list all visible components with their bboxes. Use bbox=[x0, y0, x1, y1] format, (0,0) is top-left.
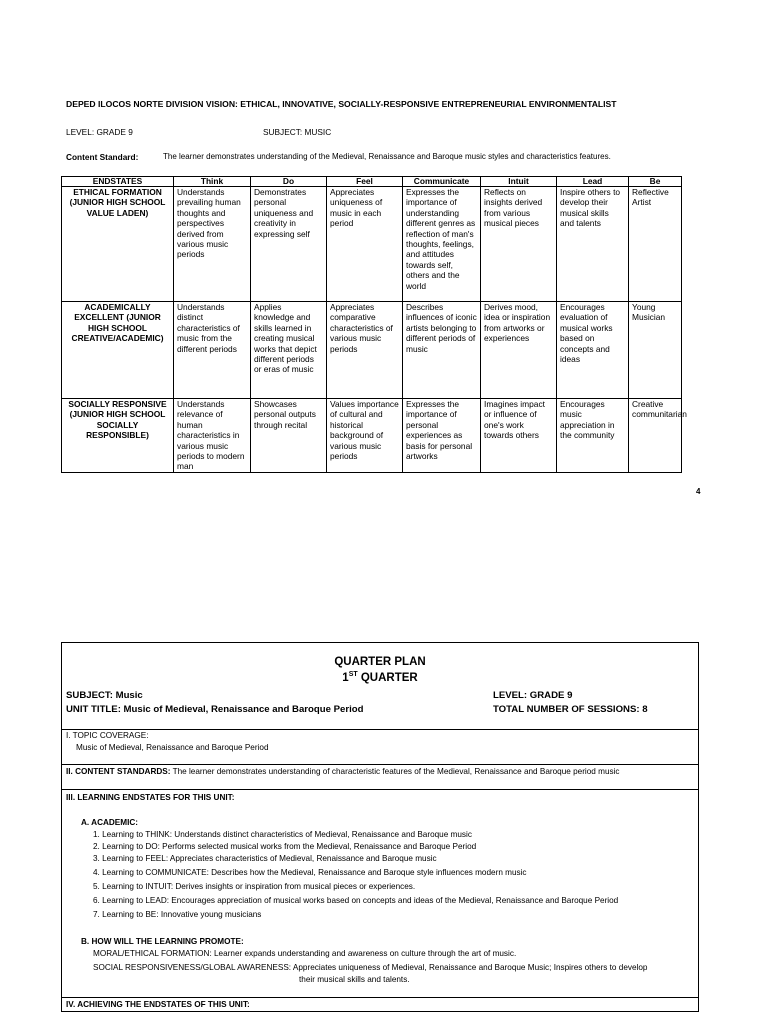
moral-formation: MORAL/ETHICAL FORMATION: Learner expands understanding and awareness on culture through the art of music. bbox=[93, 949, 517, 958]
social-responsiveness: SOCIAL RESPONSIVENESS/GLOBAL AWARENESS: Appreciates uniqueness of Medieval, Renaissance and Baroque Music; Inspires others to develop bbox=[93, 963, 648, 972]
header-intuit: Intuit bbox=[481, 177, 557, 187]
content-standard-label: Content Standard: bbox=[66, 152, 139, 162]
divider bbox=[62, 789, 698, 790]
academic-item: 7. Learning to BE: Innovative young musicians bbox=[93, 910, 262, 919]
header-be: Be bbox=[629, 177, 682, 187]
think-cell: Understands distinct characteristics of music from the different periods bbox=[174, 302, 251, 399]
table-row bbox=[62, 187, 682, 302]
quarter-plan-box bbox=[61, 642, 699, 1012]
lead-cell: Encourages evaluation of musical works based on concepts and ideas bbox=[557, 302, 629, 399]
header-feel: Feel bbox=[327, 177, 403, 187]
do-cell: Demonstrates personal uniqueness and creativity in expressing self bbox=[251, 187, 327, 302]
do-cell: Applies knowledge and skills learned in creating musical works that depict different periods or eras of music bbox=[251, 302, 327, 399]
communicate-cell: Expresses the importance of personal experiences as basis for personal artworks bbox=[403, 399, 481, 473]
achieving-label: IV. ACHIEVING THE ENDSTATES OF THIS UNIT: bbox=[66, 1000, 250, 1009]
subject-label: SUBJECT: MUSIC bbox=[263, 127, 332, 137]
endstate-cell: ACADEMICALLY EXCELLENT (JUNIOR HIGH SCHOOL CREATIVE/ACADEMIC) bbox=[62, 302, 174, 399]
academic-item: 1. Learning to THINK: Understands distinct characteristics of Medieval, Renaissance and Baroque music bbox=[93, 830, 472, 839]
divider bbox=[62, 997, 698, 998]
level-label: LEVEL: GRADE 9 bbox=[66, 127, 133, 137]
be-cell: Young Musician bbox=[629, 302, 682, 399]
qp-level: LEVEL: GRADE 9 bbox=[493, 690, 573, 701]
communicate-cell: Describes influences of iconic artists belonging to different periods of music bbox=[403, 302, 481, 399]
qp-unit-title: UNIT TITLE: Music of Medieval, Renaissance and Baroque Period bbox=[66, 704, 364, 715]
academic-item: 2. Learning to DO: Performs selected musical works from the Medieval, Renaissance and Baroque Period bbox=[93, 842, 477, 851]
topic-coverage-text: Music of Medieval, Renaissance and Baroque Period bbox=[76, 743, 269, 752]
intuit-cell: Imagines impact or influence of one's work towards others bbox=[481, 399, 557, 473]
content-standards-label: II. CONTENT STANDARDS: bbox=[66, 767, 171, 776]
header-think: Think bbox=[174, 177, 251, 187]
feel-cell: Values importance of cultural and historical background of various music periods bbox=[327, 399, 403, 473]
quarter-number: 1 bbox=[342, 671, 349, 684]
header-do: Do bbox=[251, 177, 327, 187]
be-cell: Creative communitarian bbox=[629, 399, 682, 473]
endstate-cell: SOCIALLY RESPONSIVE (JUNIOR HIGH SCHOOL SOCIALLY RESPONSIBLE) bbox=[62, 399, 174, 473]
academic-item: 3. Learning to FEEL: Appreciates characteristics of Medieval, Renaissance and Baroque music bbox=[93, 854, 437, 863]
quarter-word: QUARTER bbox=[357, 671, 418, 684]
feel-cell: Appreciates uniqueness of music in each period bbox=[327, 187, 403, 302]
header-lead: Lead bbox=[557, 177, 629, 187]
header-communicate: Communicate bbox=[403, 177, 481, 187]
content-standards-row bbox=[66, 767, 620, 776]
intuit-cell: Derives mood, idea or inspiration from artworks or experiences bbox=[481, 302, 557, 399]
quarter-plan-title: QUARTER PLAN bbox=[334, 656, 426, 668]
content-standards-text: The learner demonstrates understanding of characteristic features of the Medieval, Renaissance and Baroque period music bbox=[170, 767, 620, 776]
social-responsiveness-cont: their musical skills and talents. bbox=[299, 975, 410, 984]
think-cell: Understands prevailing human thoughts and perspectives derived from various music periods bbox=[174, 187, 251, 302]
divider bbox=[62, 764, 698, 765]
lead-cell: Inspire others to develop their musical skills and talents bbox=[557, 187, 629, 302]
endstates-label: III. LEARNING ENDSTATES FOR THIS UNIT: bbox=[66, 793, 235, 802]
quarter-heading bbox=[62, 671, 698, 684]
table-header-row bbox=[62, 177, 682, 187]
qp-sessions: TOTAL NUMBER OF SESSIONS: 8 bbox=[493, 704, 648, 715]
divider bbox=[62, 729, 698, 730]
endstates-table bbox=[61, 176, 687, 473]
do-cell: Showcases personal outputs through recital bbox=[251, 399, 327, 473]
feel-cell: Appreciates comparative characteristics of various music periods bbox=[327, 302, 403, 399]
page-number: 4 bbox=[696, 487, 701, 496]
academic-item: 6. Learning to LEAD: Encourages appreciation of musical works based on concepts and ideas of the Medieval, Renaissance and Baroque Period bbox=[93, 896, 619, 905]
table-row bbox=[62, 399, 682, 473]
academic-item: 4. Learning to COMMUNICATE: Describes how the Medieval, Renaissance and Baroque style influences modern music bbox=[93, 868, 527, 877]
academic-item: 5. Learning to INTUIT: Derives insights or inspiration from musical pieces or experiences. bbox=[93, 882, 416, 891]
qp-subject: SUBJECT: Music bbox=[66, 690, 143, 701]
be-cell: Reflective Artist bbox=[629, 187, 682, 302]
topic-coverage-label: I. TOPIC COVERAGE: bbox=[66, 731, 149, 740]
promote-label: B. HOW WILL THE LEARNING PROMOTE: bbox=[81, 937, 244, 946]
intuit-cell: Reflects on insights derived from various musical pieces bbox=[481, 187, 557, 302]
content-standard-text: The learner demonstrates understanding of the Medieval, Renaissance and Baroque music styles and characteristics features. bbox=[163, 152, 611, 161]
division-vision: DEPED ILOCOS NORTE DIVISION VISION: ETHICAL, INNOVATIVE, SOCIALLY-RESPONSIVE ENTREPRENEURIAL ENVIRONMENTALIST bbox=[66, 99, 617, 109]
endstate-cell: ETHICAL FORMATION (JUNIOR HIGH SCHOOL VALUE LADEN) bbox=[62, 187, 174, 302]
think-cell: Understands relevance of human characteristics in various music periods to modern man bbox=[174, 399, 251, 473]
lead-cell: Encourages music appreciation in the community bbox=[557, 399, 629, 473]
table-row bbox=[62, 302, 682, 399]
communicate-cell: Expresses the importance of understanding different genres as reflection of man's thoughts, feelings, and attitudes towards self, others and the world bbox=[403, 187, 481, 302]
academic-label: A. ACADEMIC: bbox=[81, 818, 139, 827]
quarter-superscript: ST bbox=[348, 671, 358, 678]
header-endstates: ENDSTATES bbox=[62, 177, 174, 187]
